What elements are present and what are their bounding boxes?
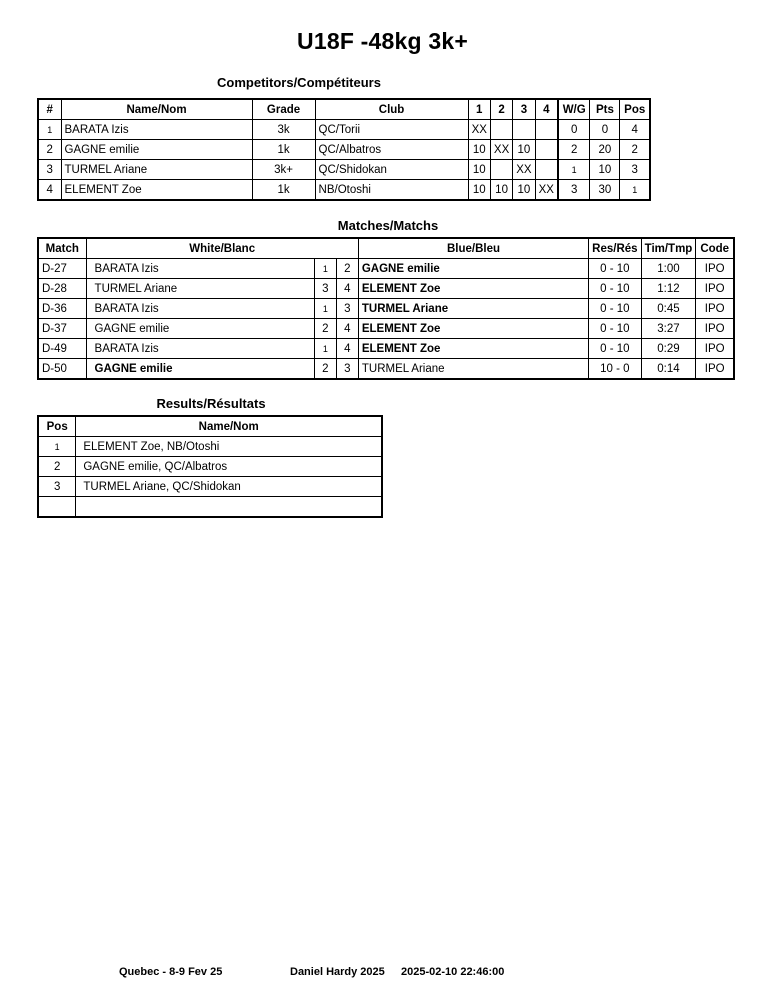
col-name: Name/Nom	[61, 99, 252, 120]
competitor-club: QC/Shidokan	[315, 160, 468, 180]
competitor-score: XX	[513, 160, 535, 180]
match-result: 0 - 10	[589, 299, 641, 319]
white-number: 2	[314, 319, 336, 339]
results-table	[37, 415, 383, 518]
match-row	[38, 299, 734, 319]
competitor-points: 20	[590, 140, 620, 160]
blue-number: 3	[336, 359, 358, 380]
blue-number: 2	[336, 259, 358, 279]
blue-number: 3	[336, 299, 358, 319]
competitor-score: XX	[468, 120, 490, 140]
match-row	[38, 259, 734, 279]
white-number: 3	[314, 279, 336, 299]
match-code: IPO	[696, 259, 734, 279]
competitor-wins: 2	[558, 140, 590, 160]
competitor-wins: 1	[558, 160, 590, 180]
competitor-score: 10	[468, 160, 490, 180]
white-player: BARATA Izis	[86, 299, 314, 319]
match-time: 0:14	[641, 359, 696, 380]
competitors-table	[37, 98, 651, 201]
white-player: BARATA Izis	[86, 259, 314, 279]
white-number: 1	[314, 299, 336, 319]
col-white: White/Blanc	[86, 238, 358, 259]
competitor-grade: 1k	[252, 180, 315, 201]
competitor-score	[513, 120, 535, 140]
match-result: 0 - 10	[589, 259, 641, 279]
match-id: D-49	[38, 339, 86, 359]
match-time: 0:45	[641, 299, 696, 319]
match-row	[38, 339, 734, 359]
result-row	[38, 497, 382, 518]
competitor-number: 3	[38, 160, 61, 180]
competitor-score	[535, 140, 558, 160]
col-score-4: 4	[535, 99, 558, 120]
competitor-name: ELEMENT Zoe	[61, 180, 252, 201]
white-player: BARATA Izis	[86, 339, 314, 359]
col-code: Code	[696, 238, 734, 259]
col-score-3: 3	[513, 99, 535, 120]
competitor-points: 10	[590, 160, 620, 180]
competitor-score: XX	[490, 140, 512, 160]
competitor-grade: 1k	[252, 140, 315, 160]
match-row	[38, 279, 734, 299]
result-row	[38, 477, 382, 497]
footer-author: Daniel Hardy 2025	[290, 966, 385, 978]
footer-location: Quebec - 8-9 Fev 25	[119, 966, 223, 978]
competitor-club: NB/Otoshi	[315, 180, 468, 201]
blue-player: ELEMENT Zoe	[358, 339, 588, 359]
competitor-points: 0	[590, 120, 620, 140]
match-time: 1:12	[641, 279, 696, 299]
match-result: 0 - 10	[589, 279, 641, 299]
col-blue: Blue/Bleu	[358, 238, 588, 259]
blue-player: TURMEL Ariane	[358, 299, 588, 319]
match-row	[38, 319, 734, 339]
blue-player: GAGNE emilie	[358, 259, 588, 279]
competitor-club: QC/Albatros	[315, 140, 468, 160]
blue-number: 4	[336, 279, 358, 299]
competitor-score	[535, 160, 558, 180]
matches-heading: Matches/Matchs	[337, 218, 439, 233]
match-id: D-50	[38, 359, 86, 380]
competitor-grade: 3k+	[252, 160, 315, 180]
blue-player: ELEMENT Zoe	[358, 319, 588, 339]
competitor-wins: 0	[558, 120, 590, 140]
match-id: D-27	[38, 259, 86, 279]
footer-timestamp: 2025-02-10 22:46:00	[401, 966, 505, 978]
match-code: IPO	[696, 299, 734, 319]
competitors-heading: Competitors/Compétiteurs	[217, 75, 381, 90]
competitors-header-row	[38, 99, 650, 120]
col-match: Match	[38, 238, 86, 259]
match-code: IPO	[696, 359, 734, 380]
competitor-row	[38, 180, 650, 201]
result-name	[76, 497, 382, 518]
competitor-score	[490, 120, 512, 140]
result-position	[38, 497, 76, 518]
competitor-number: 4	[38, 180, 61, 201]
result-row	[38, 437, 382, 457]
match-time: 3:27	[641, 319, 696, 339]
match-id: D-37	[38, 319, 86, 339]
col-result-name: Name/Nom	[76, 416, 382, 437]
competitor-score: 10	[513, 180, 535, 201]
competitor-position: 2	[620, 140, 650, 160]
match-id: D-36	[38, 299, 86, 319]
col-grade: Grade	[252, 99, 315, 120]
blue-number: 4	[336, 339, 358, 359]
match-result: 0 - 10	[589, 319, 641, 339]
result-position: 3	[38, 477, 76, 497]
competitor-club: QC/Torii	[315, 120, 468, 140]
competitor-score	[535, 120, 558, 140]
competitor-name: TURMEL Ariane	[61, 160, 252, 180]
col-time: Tim/Tmp	[641, 238, 696, 259]
col-result-pos: Pos	[38, 416, 76, 437]
competitor-position: 1	[620, 180, 650, 201]
match-result: 10 - 0	[589, 359, 641, 380]
competitor-score: 10	[513, 140, 535, 160]
match-code: IPO	[696, 319, 734, 339]
result-row	[38, 457, 382, 477]
col-result: Res/Rés	[589, 238, 641, 259]
competitor-wins: 3	[558, 180, 590, 201]
competitor-score: XX	[535, 180, 558, 201]
blue-number: 4	[336, 319, 358, 339]
match-code: IPO	[696, 279, 734, 299]
blue-player: ELEMENT Zoe	[358, 279, 588, 299]
col-club: Club	[315, 99, 468, 120]
result-name: ELEMENT Zoe, NB/Otoshi	[76, 437, 382, 457]
result-position: 2	[38, 457, 76, 477]
competitor-score: 10	[490, 180, 512, 201]
results-header-row	[38, 416, 382, 437]
competitor-points: 30	[590, 180, 620, 201]
col-score-2: 2	[490, 99, 512, 120]
white-player: GAGNE emilie	[86, 319, 314, 339]
col-wg: W/G	[558, 99, 590, 120]
white-player: GAGNE emilie	[86, 359, 314, 380]
competitor-number: 1	[38, 120, 61, 140]
match-row	[38, 359, 734, 380]
white-player: TURMEL Ariane	[86, 279, 314, 299]
matches-header-row	[38, 238, 734, 259]
result-position: 1	[38, 437, 76, 457]
matches-table	[37, 237, 735, 380]
match-id: D-28	[38, 279, 86, 299]
match-result: 0 - 10	[589, 339, 641, 359]
col-num: #	[38, 99, 61, 120]
match-time: 1:00	[641, 259, 696, 279]
competitor-name: BARATA Izis	[61, 120, 252, 140]
competitor-row	[38, 140, 650, 160]
result-name: GAGNE emilie, QC/Albatros	[76, 457, 382, 477]
competitor-score: 10	[468, 180, 490, 201]
white-number: 1	[314, 339, 336, 359]
competitor-position: 3	[620, 160, 650, 180]
match-code: IPO	[696, 339, 734, 359]
white-number: 1	[314, 259, 336, 279]
page-title: U18F -48kg 3k+	[297, 28, 468, 54]
competitor-row	[38, 120, 650, 140]
col-pos: Pos	[620, 99, 650, 120]
competitor-number: 2	[38, 140, 61, 160]
competitor-position: 4	[620, 120, 650, 140]
competitor-name: GAGNE emilie	[61, 140, 252, 160]
competitor-grade: 3k	[252, 120, 315, 140]
competitor-row	[38, 160, 650, 180]
white-number: 2	[314, 359, 336, 380]
results-heading: Results/Résultats	[156, 396, 266, 411]
competitor-score	[490, 160, 512, 180]
col-pts: Pts	[590, 99, 620, 120]
match-time: 0:29	[641, 339, 696, 359]
col-score-1: 1	[468, 99, 490, 120]
competitor-score: 10	[468, 140, 490, 160]
result-name: TURMEL Ariane, QC/Shidokan	[76, 477, 382, 497]
blue-player: TURMEL Ariane	[358, 359, 588, 380]
